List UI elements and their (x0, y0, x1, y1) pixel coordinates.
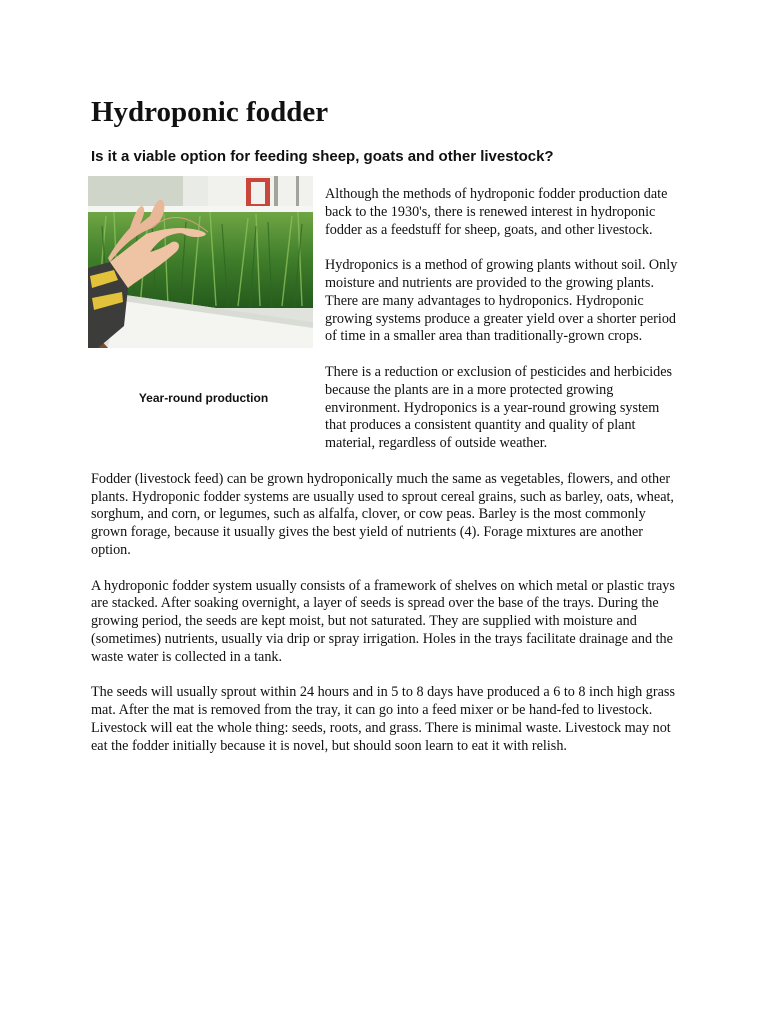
article-body (91, 186, 681, 773)
figure-caption: Year-round production (138, 391, 269, 405)
document-subtitle: Is it a viable option for feeding sheep, goats and other livestock? (91, 148, 554, 165)
paragraph: A hydroponic fodder system usually consists of a framework of shelves on which metal or plastic trays are stacked. After soaking overnight, a layer of seeds is spread over the base of the trays. During the growing period, the seeds are kept moist, but not saturated. They are supplied with moisture and (sometimes) nutrients, usually via drip or spray irrigation. Holes in the trays facilitate drainage and the waste water is collected in a tank. (91, 577, 675, 665)
document-title: Hydroponic fodder (91, 96, 329, 128)
paragraph: Although the methods of hydroponic fodder production date back to the 1930's, there is renewed interest in hydroponic fodder as a feedstuff for sheep, goats, and other livestock. (325, 186, 668, 238)
paragraph: Fodder (livestock feed) can be grown hydroponically much the same as vegetables, flowers, and other plants. Hydroponic fodder systems are usually used to sprout cereal grains, such as barley, oats, wheat, sorghum, and corn, or legumes, such as alfalfa, clover, or cow peas. Barley is the most commonly grown forage, because it usually gives the best yield of nutrients (4). Forage mixtures are another option. (91, 470, 674, 558)
figure-spacer (91, 186, 325, 436)
paragraph: The seeds will usually sprout within 24 hours and in 5 to 8 days have produced a 6 to 8 inch high grass mat. After the mat is removed from the tray, it can go into a feed mixer or be hand-fed to livestock. Livestock will eat the whole thing: seeds, roots, and grass. There is minimal waste. Livestock may not eat the fodder initially because it is novel, but should soon learn to eat it with relish. (91, 684, 675, 754)
paragraph: There is a reduction or exclusion of pesticides and herbicides because the plants are in a more protected growing environment. Hydroponics is a year-round growing system that produces a consistent quantity and quality of plant material, regardless of outside weather. (325, 363, 673, 452)
paragraph: Hydroponics is a method of growing plants without soil. Only moisture and nutrients are provided to the growing plants. There are many advantages to hydroponics. Hydroponic growing systems produce a greater yield over a shorter period of time in a smaller area than traditionally-grown crops. (325, 257, 678, 345)
